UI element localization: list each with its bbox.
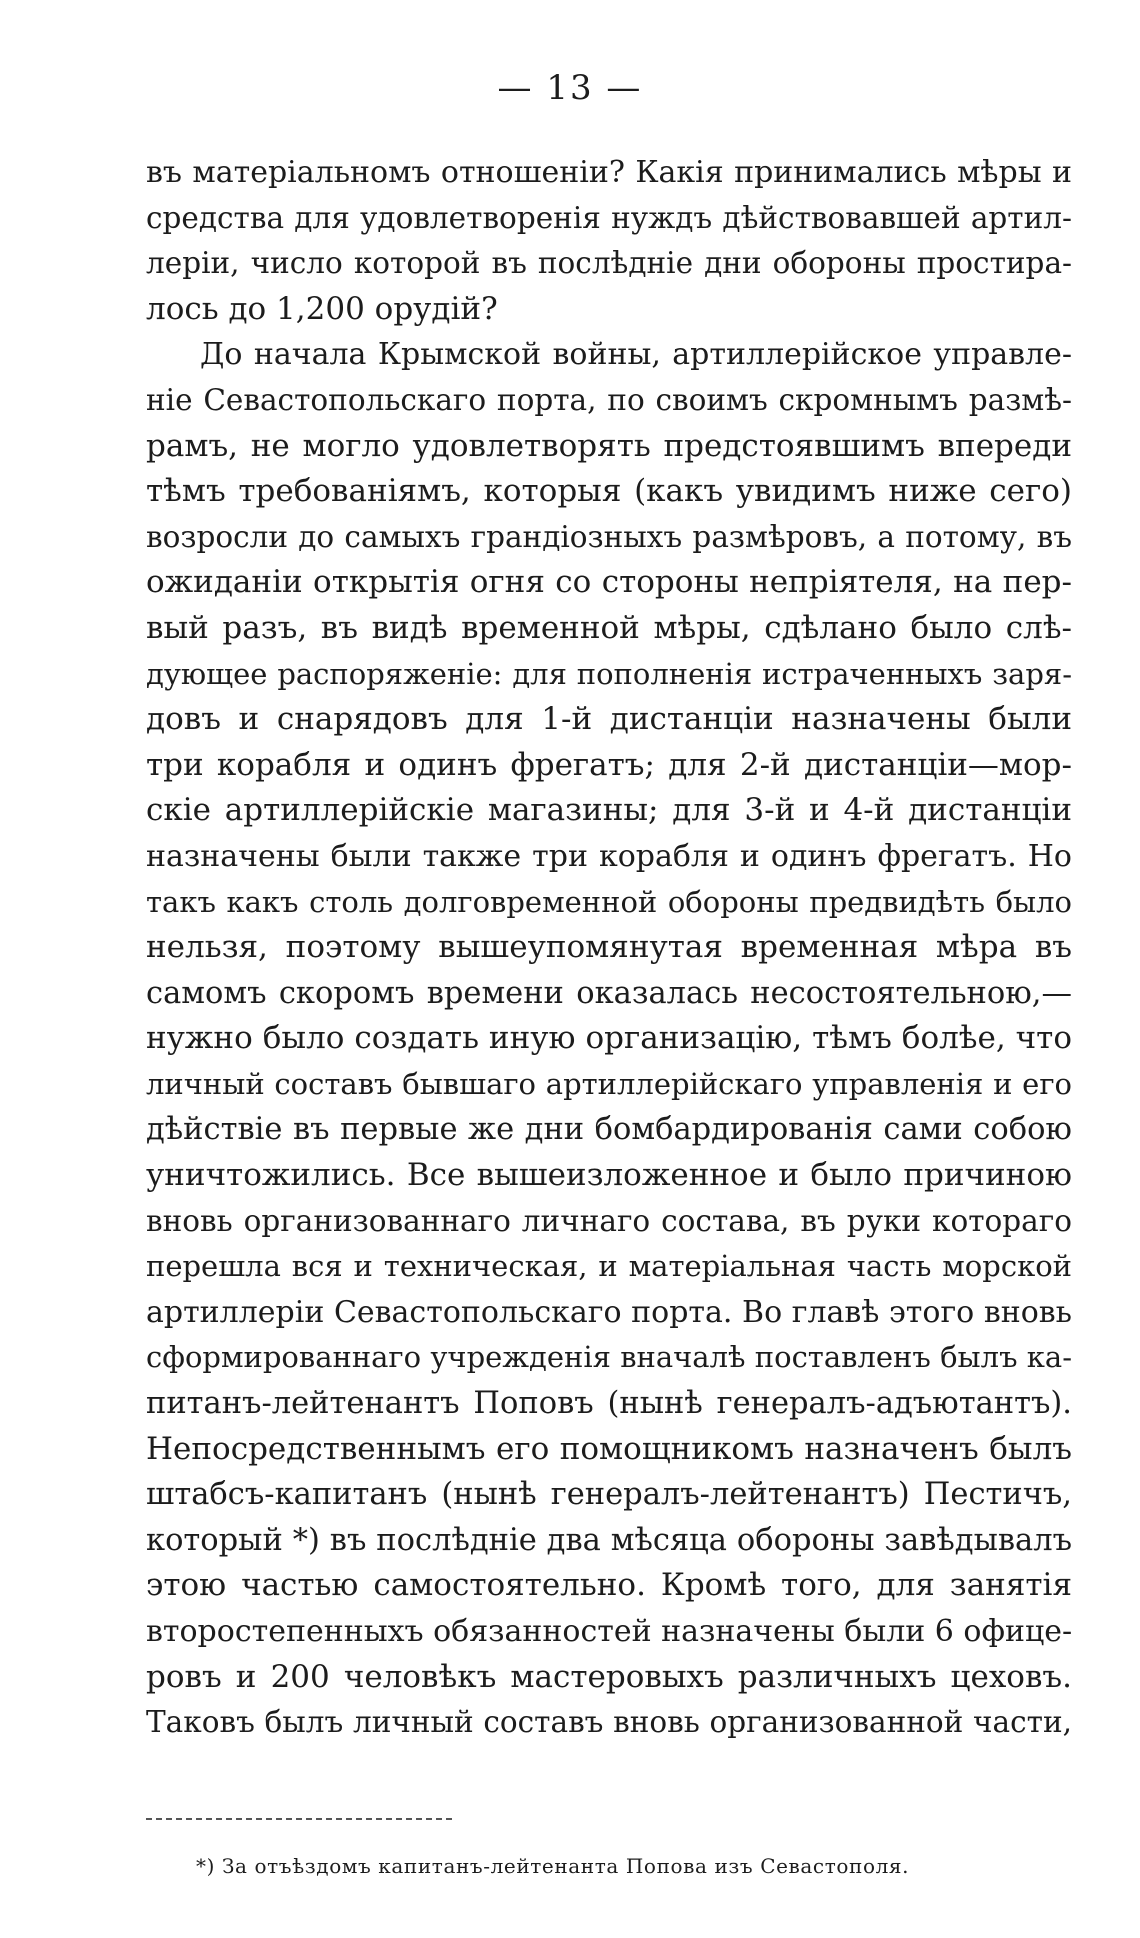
text-line: ніе Севастопольскаго порта, по своимъ скромнымъ размѣ-	[146, 382, 1072, 417]
text-line: этою частью самостоятельно. Кромѣ того, для занятія	[146, 1567, 1072, 1604]
text-line: такъ какъ столь долговременной обороны предвидѣть было	[146, 884, 1072, 919]
text-line: сформированнаго учрежденія вначалѣ поставленъ былъ ка-	[146, 1340, 1072, 1375]
text-line: самомъ скоромъ времени оказалась несостоятельною,—	[146, 975, 1072, 1011]
text-line: перешла вся и техническая, и матеріальная часть морской	[146, 1249, 1072, 1284]
text-line: ровъ и 200 человѣкъ мастеровыхъ различныхъ цеховъ.	[146, 1658, 1072, 1695]
text-line: леріи, число которой въ послѣдніе дни обороны простира-	[146, 246, 1072, 281]
text-line: Непосредственнымъ его помощникомъ назначенъ былъ	[146, 1430, 1072, 1467]
text-line: нужно было создать иную организацію, тѣмъ болѣе, что	[146, 1020, 1072, 1057]
text-line: До начала Крымской войны, артиллерійское управле-	[200, 337, 1072, 373]
text-line: скіе артиллерійскіе магазины; для 3-й и 4-й дистанціи	[146, 792, 1072, 829]
text-line: личный составъ бывшаго артиллерійскаго управленія и его	[146, 1066, 1072, 1101]
text-line: вый разъ, въ видѣ временной мѣры, сдѣлано было слѣ-	[146, 609, 1072, 646]
text-line: ожиданіи открытія огня со стороны непріятеля, на пер-	[146, 564, 1072, 601]
text-line: вновь организованнаго личнаго состава, въ руки котораго	[146, 1203, 1072, 1238]
text-line: средства для удовлетворенія нуждъ дѣйствовавшей артил-	[146, 200, 1072, 235]
body-text	[146, 150, 1072, 1746]
footnote: *) За отъѣздомъ капитанъ-лейтенанта Попова изъ Севастополя.	[196, 1854, 910, 1878]
text-line: штабсъ-капитанъ (нынѣ генералъ-лейтенантъ) Пестичъ,	[146, 1477, 1072, 1513]
text-line: довъ и снарядовъ для 1-й дистанціи назначены были	[146, 701, 1072, 738]
text-line: лось до 1,200 орудій?	[146, 290, 498, 327]
text-line: Таковъ былъ личный составъ вновь организованной части,	[146, 1705, 1072, 1740]
page-number: — 13 —	[497, 68, 643, 108]
text-line: возросли до самыхъ грандіозныхъ размѣровъ, а потому, въ	[146, 519, 1072, 554]
text-line: который *) въ послѣдніе два мѣсяца обороны завѣдывалъ	[146, 1522, 1072, 1558]
text-line: дующее распоряженіе: для пополненія истраченныхъ заря-	[146, 656, 1072, 691]
text-line: назначены были также три корабля и одинъ фрегатъ. Но	[146, 838, 1072, 874]
text-line: артиллеріи Севастопольскаго порта. Во главѣ этого вновь	[146, 1294, 1072, 1330]
text-line: питанъ-лейтенантъ Поповъ (нынѣ генералъ-адъютантъ).	[146, 1386, 1072, 1422]
text-line: тѣмъ требованіямъ, которыя (какъ увидимъ ниже сего)	[146, 473, 1072, 510]
text-line: второстепенныхъ обязанностей назначены были 6 офице-	[146, 1614, 1073, 1649]
text-line: три корабля и одинъ фрегатъ; для 2-й дистанціи—мор-	[146, 746, 1072, 783]
text-line: уничтожились. Все вышеизложенное и было причиною	[146, 1157, 1072, 1194]
footnote-divider	[146, 1818, 452, 1820]
text-line: дѣйствіе въ первые же дни бомбардированія сами собою	[146, 1112, 1072, 1148]
text-line: въ матеріальномъ отношеніи? Какія принимались мѣры и	[146, 155, 1072, 190]
text-line: рамъ, не могло удовлетворять предстоявшимъ впереди	[146, 427, 1072, 464]
text-line: нельзя, поэтому вышеупомянутая временная мѣра въ	[146, 929, 1072, 966]
